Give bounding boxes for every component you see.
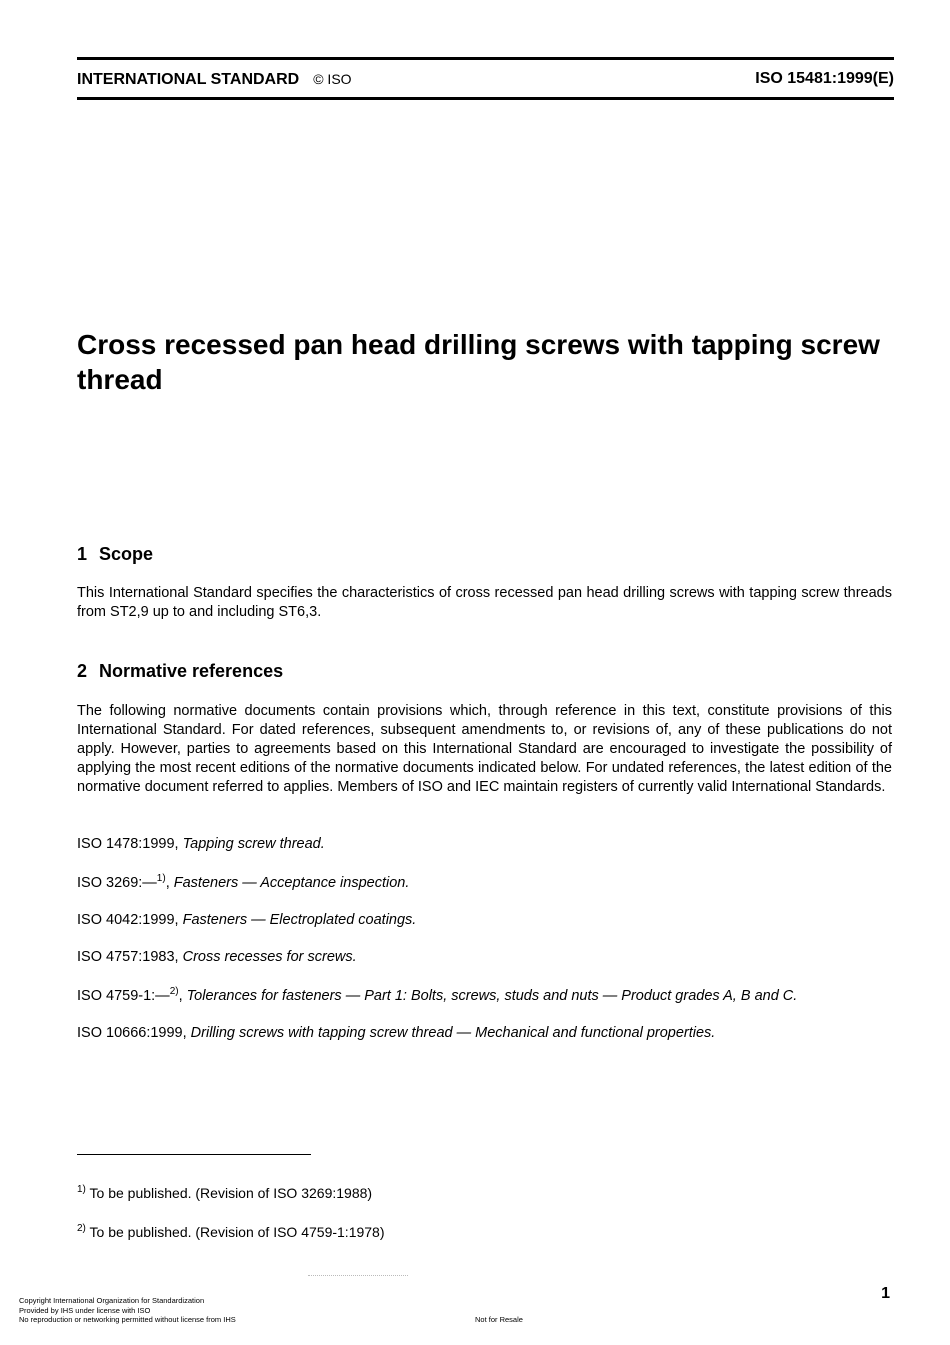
reference-item <box>77 874 409 893</box>
footnote <box>77 1223 385 1241</box>
footnote-mark: 1) <box>77 1184 86 1195</box>
fine-print-line: Copyright International Organization for Standardization <box>19 1296 205 1305</box>
reference-title: Drilling screws with tapping screw thread — Mechanical and functional properties. <box>190 1025 716 1041</box>
copyright-fine-print <box>19 1296 236 1325</box>
section-title: Scope <box>99 544 154 564</box>
reference-item <box>77 987 797 1006</box>
footnote-separator <box>77 1154 311 1155</box>
reference-title: Fasteners — Electroplated coatings. <box>182 912 417 928</box>
reference-id: ISO 1478:1999, <box>77 836 183 852</box>
footnote <box>77 1184 372 1202</box>
reference-id: ISO 10666:1999, <box>77 1025 191 1041</box>
section-title: Normative references <box>99 661 284 681</box>
reference-title: Fasteners — Acceptance inspection. <box>173 875 410 891</box>
section-number: 2 <box>77 661 88 681</box>
footnote-marker: 2) <box>169 986 179 997</box>
reference-id: ISO 4042:1999, <box>77 912 183 928</box>
footnote-text: To be published. (Revision of ISO 4759-1:1978) <box>85 1224 385 1240</box>
reference-id: ISO 4757:1983, <box>77 949 183 965</box>
header-bottom-rule <box>77 97 894 100</box>
copyright-label: © ISO <box>313 71 352 87</box>
page-number: 1 <box>881 1285 890 1302</box>
doc-type-label: INTERNATIONAL STANDARD <box>77 71 300 88</box>
reference-separator: , <box>178 988 187 1004</box>
doc-number: ISO 15481:1999(E) <box>755 70 894 87</box>
resale-notice: Not for Resale <box>475 1315 523 1324</box>
reference-item <box>77 835 325 854</box>
section-number: 1 <box>77 544 88 564</box>
reference-item <box>77 1024 715 1043</box>
reference-item <box>77 911 416 930</box>
reference-item <box>77 948 357 967</box>
reference-title: Tolerances for fasteners — Part 1: Bolts, screws, studs and nuts — Product grades A, B and C. <box>186 988 798 1004</box>
header-top-rule <box>77 57 894 60</box>
section-heading-scope <box>77 543 153 565</box>
reference-id: ISO 3269:— <box>77 875 157 891</box>
fine-print-line: No reproduction or networking permitted without license from IHS <box>19 1315 236 1324</box>
footnote-mark: 2) <box>77 1223 86 1234</box>
section-heading-normative-references <box>77 660 283 682</box>
reference-separator: , <box>165 875 174 891</box>
footnote-text: To be published. (Revision of ISO 3269:1988) <box>85 1185 373 1201</box>
footnote-marker: 1) <box>156 873 166 884</box>
fine-print-line: Provided by IHS under license with ISO <box>19 1305 151 1315</box>
normative-references-paragraph: The following normative documents contain provisions which, through reference in this text, constitute provisions of this International Standard. For dated references, subsequent amendments to, or revisions of, any of these publications do not apply. However, parties to agreements based on this International Standard are encouraged to investigate the possibility of applying the most recent editions of the normative documents indicated below. For undated references, the latest edition of the normative document referred to applies. Members of ISO and IEC maintain registers of currently valid International Standards. <box>77 703 892 795</box>
scope-paragraph: This International Standard specifies the characteristics of cross recessed pan head drilling screws with tapping screw threads from ST2,9 up to and including ST6,3. <box>77 585 892 620</box>
reference-title: Cross recesses for screws. <box>182 949 357 965</box>
reference-id: ISO 4759-1:— <box>77 988 170 1004</box>
document-title: Cross recessed pan head drilling screws with tapping screw thread <box>77 329 880 395</box>
reference-title: Tapping screw thread. <box>182 836 325 852</box>
header-left <box>77 69 352 90</box>
decorative-dotted-line <box>308 1275 408 1278</box>
